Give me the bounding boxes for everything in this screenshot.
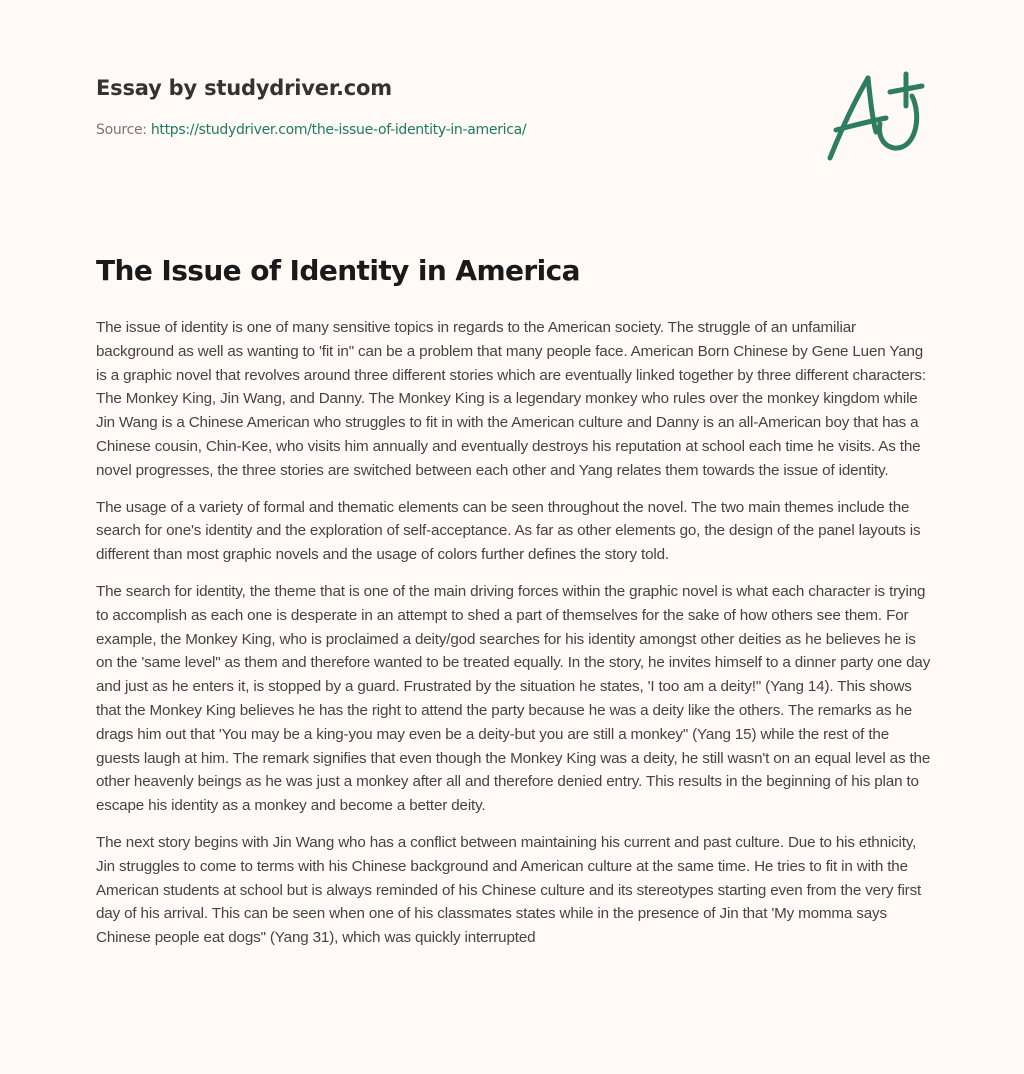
essay-paragraph: The next story begins with Jin Wang who has a conflict between maintaining his current and past culture. Due to his ethnicity, Jin struggles to come to terms with his Chinese background and American culture at the same time. He tries to fit in with the American students at school but is always reminded of his Chinese culture and its stereotypes starting even from the very first day of his arrival. This can be seen when one of his classmates states while in the presence of Jin that 'My momma says Chinese people eat dogs" (Yang 31), which was quickly interrupted xyxy=(96,833,922,947)
brand-title: Essay by studydriver.com xyxy=(96,76,392,100)
essay-paragraph: The usage of a variety of formal and thematic elements can be seen throughout the novel. The two main themes include the search for one's identity and the exploration of self-acceptance. As far as other elements go, the design of the panel layouts is different than most graphic novels and the usage of colors further defines the story told. xyxy=(96,498,921,564)
page-header xyxy=(96,76,796,138)
source-label: Source: xyxy=(96,122,147,138)
source-line xyxy=(96,122,796,138)
a-plus-grade-icon xyxy=(820,66,930,166)
essay-paragraph: The search for identity, the theme that is one of the main driving forces within the graphic novel is what each character is trying to accomplish as each one is desperate in an attempt to shed a part of themselves for the sake of how others see them. For example, the Monkey King, who is proclaimed a deity/god searches for his identity amongst other deities as he believes he is on the 'same level" as them and therefore wanted to be treated equally. In the story, he invites himself to a dinner party one day and just as he enters it, is stopped by a guard. Frustrated by the situation he states, 'I too am a deity!" (Yang 14). This shows that the Monkey King believes he has the right to attend the party because he was a deity like the others. The remarks as he drags him out that 'You may be a king-you may even be a deity-but you are still a monkey" (Yang 15) while the rest of the guests laugh at him. The remark signifies that even though the Monkey King was a deity, he still wasn't on an equal level as the other heavenly beings as he was just a monkey after all and therefore denied entry. This results in the beginning of his plan to escape his identity as a monkey and become a better deity. xyxy=(96,582,931,815)
essay-body xyxy=(96,316,936,963)
essay-title: The Issue of Identity in America xyxy=(96,254,580,287)
source-link[interactable]: https://studydriver.com/the-issue-of-identity-in-america/ xyxy=(150,122,527,138)
essay-paragraph: The issue of identity is one of many sensitive topics in regards to the American society. The struggle of an unfamiliar background as well as wanting to 'fit in" can be a problem that many people face. American Born Chinese by Gene Luen Yang is a graphic novel that revolves around three different stories which are eventually linked together by three different characters: The Monkey King, Jin Wang, and Danny. The Monkey King is a legendary monkey who rules over the monkey kingdom while Jin Wang is a Chinese American who struggles to fit in with the American culture and Danny is an all-American boy that has a Chinese cousin, Chin-Kee, who visits him annually and eventually destroys his reputation at school each time he visits. As the novel progresses, the three stories are switched between each other and Yang relates them towards the issue of identity. xyxy=(96,319,926,479)
